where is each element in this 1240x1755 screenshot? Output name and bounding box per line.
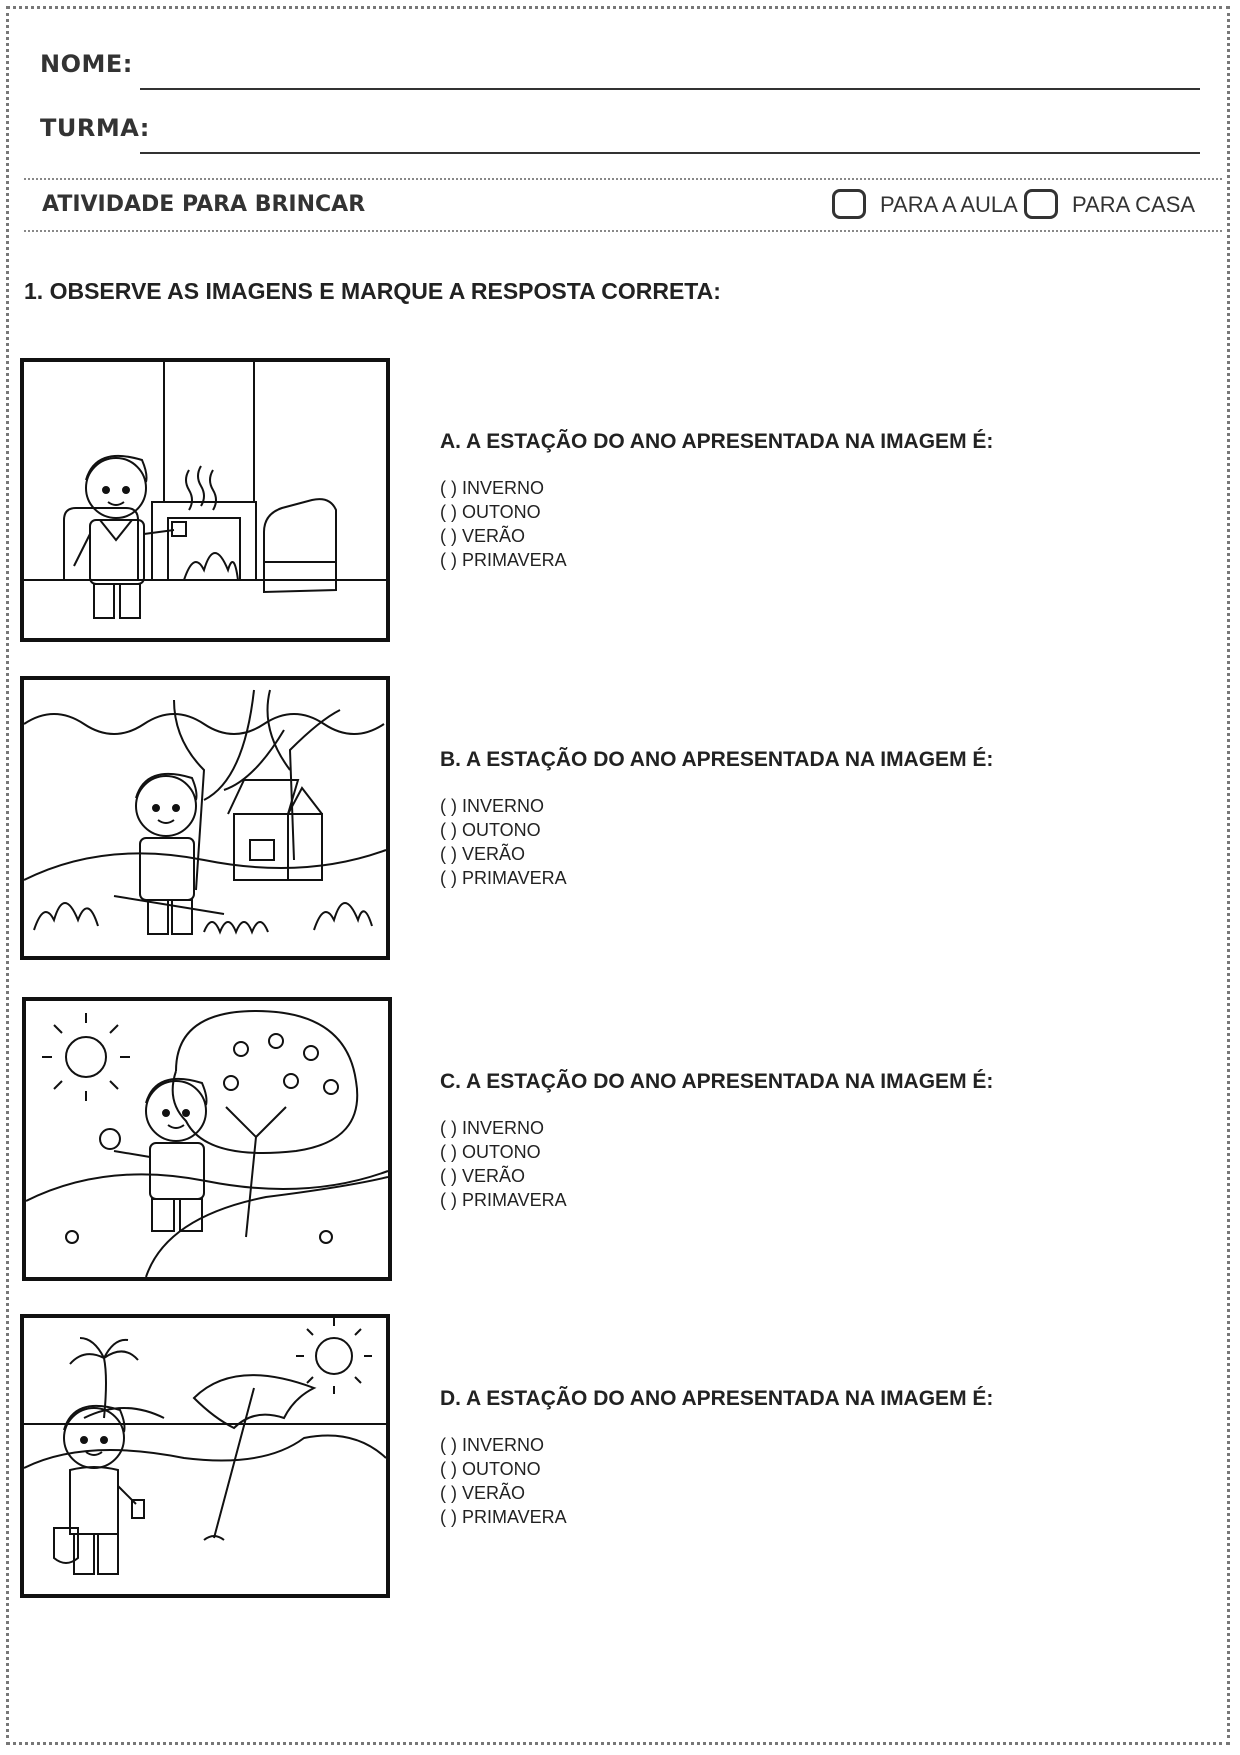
option-outono[interactable]: ( ) OUTONO <box>440 502 541 522</box>
image-summer-scene <box>20 1314 390 1598</box>
summer-illustration <box>24 1318 386 1594</box>
option-primavera[interactable]: ( ) PRIMAVERA <box>440 550 567 570</box>
activity-header <box>24 178 1222 232</box>
class-line[interactable] <box>140 152 1200 154</box>
option-inverno[interactable]: ( ) INVERNO <box>440 478 545 498</box>
image-autumn-scene <box>20 676 390 960</box>
option-outono[interactable]: ( ) OUTONO <box>440 1142 541 1162</box>
question-a <box>440 430 1160 572</box>
image-winter-scene <box>20 358 390 642</box>
question-c-heading: C. A ESTAÇÃO DO ANO APRESENTADA NA IMAGEM É: <box>440 1070 994 1093</box>
home-option-label: PARA CASA <box>1072 192 1196 217</box>
option-outono[interactable]: ( ) OUTONO <box>440 1459 541 1479</box>
home-checkbox[interactable] <box>1024 189 1058 219</box>
option-verao[interactable]: ( ) VERÃO <box>440 1166 526 1186</box>
question-a-options <box>440 476 1160 572</box>
class-field[interactable] <box>40 114 1200 154</box>
spring-illustration <box>26 1001 388 1277</box>
class-checkbox[interactable] <box>832 189 866 219</box>
question-a-heading: A. A ESTAÇÃO DO ANO APRESENTADA NA IMAGEM É: <box>440 430 994 453</box>
autumn-illustration <box>24 680 386 956</box>
option-inverno[interactable]: ( ) INVERNO <box>440 1118 545 1138</box>
name-label: NOME: <box>40 50 133 78</box>
option-verao[interactable]: ( ) VERÃO <box>440 844 526 864</box>
winter-illustration <box>24 362 386 638</box>
name-field[interactable] <box>40 50 1200 90</box>
question-b <box>440 748 1160 890</box>
option-verao[interactable]: ( ) VERÃO <box>440 1483 526 1503</box>
option-primavera[interactable]: ( ) PRIMAVERA <box>440 1190 567 1210</box>
name-line[interactable] <box>140 88 1200 90</box>
option-outono[interactable]: ( ) OUTONO <box>440 820 541 840</box>
option-verao[interactable]: ( ) VERÃO <box>440 526 526 546</box>
question-c <box>440 1070 1160 1212</box>
option-inverno[interactable]: ( ) INVERNO <box>440 1435 545 1455</box>
class-label: TURMA: <box>40 114 150 142</box>
question-c-options <box>440 1116 1160 1212</box>
option-primavera[interactable]: ( ) PRIMAVERA <box>440 1507 567 1527</box>
question-b-options <box>440 794 1160 890</box>
question-d-options <box>440 1433 1160 1529</box>
question-b-heading: B. A ESTAÇÃO DO ANO APRESENTADA NA IMAGEM É: <box>440 748 994 771</box>
option-inverno[interactable]: ( ) INVERNO <box>440 796 545 816</box>
question-d <box>440 1387 1160 1529</box>
activity-title: ATIVIDADE PARA BRINCAR <box>42 192 366 217</box>
question-d-heading: D. A ESTAÇÃO DO ANO APRESENTADA NA IMAGEM É: <box>440 1387 994 1410</box>
class-option-label: PARA A AULA <box>880 192 1018 217</box>
image-spring-scene <box>22 997 392 1281</box>
question-title: 1. OBSERVE AS IMAGENS E MARQUE A RESPOSTA CORRETA: <box>24 278 721 304</box>
option-primavera[interactable]: ( ) PRIMAVERA <box>440 868 567 888</box>
